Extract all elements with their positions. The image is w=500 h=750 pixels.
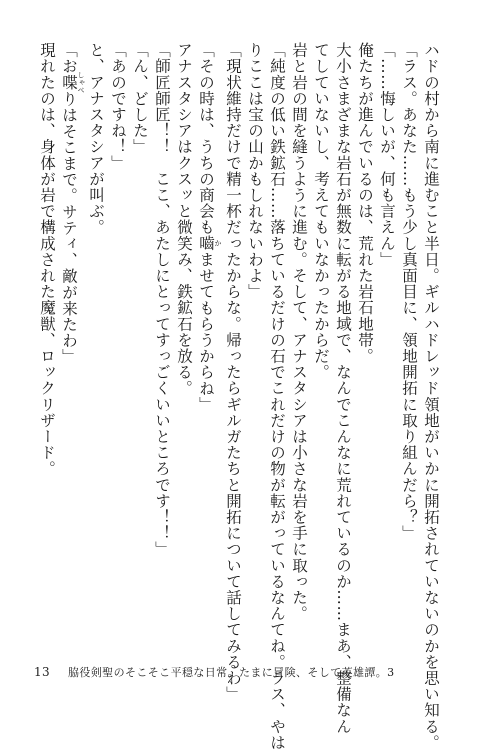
text-line: 俺たちが進んでいるのは、荒れた岩石地帯。	[356, 42, 374, 364]
text-line: 「お喋 しゃべりはそこまで。サティ、敵が来たわ」	[60, 42, 85, 365]
text-line: 「あのですね！」	[109, 42, 127, 171]
book-title: 脇役剣聖のそこそこ平穏な日常。たまに冒険、そして英雄譚。3	[67, 666, 395, 679]
text-line: りここは宝の山かもしれないわよ」	[246, 42, 264, 300]
page-number: 13	[34, 665, 51, 679]
text-line: てしていないし、考えてもいなかったからだ。	[312, 42, 330, 381]
text-line: 「師匠師匠！！ ここ、あたしにとってすっごくいいところです！！」	[153, 42, 171, 558]
text-line: 「その時は、うちの商会も嚙 かませてもらうからね」	[197, 42, 222, 413]
text-line: 「現状維持だけで精一杯だったからな。帰ったらギルガたちと開拓について話してみるわ」	[224, 42, 242, 703]
text-line: 大小さまざまな岩石が無数に転がる地域で、なんでこんなに荒れているのか……まあ、整備なん	[334, 42, 352, 735]
text-line: 「純度の低い鉄鉱石……落ちているだけの石でこれだけの物が転がっているなんてね。ラス、やは	[268, 42, 286, 750]
furigana: 喋 しゃべ	[60, 71, 85, 95]
furigana: 嚙 か	[197, 235, 222, 252]
text-line: 岩と岩の間を縫うように進む。そして、アナスタシアは小さな岩を手に取った。	[290, 42, 308, 622]
page-footer	[34, 664, 395, 680]
text-line: 現れたのは、身体が岩で構成された魔獣、ロックリザード。	[38, 42, 56, 477]
text-line: 「ラス。あなた……もう少し真面目に、領地開拓に取り組んだら？」	[400, 42, 418, 542]
text-line: 「……悔しいが、何も言えん」	[378, 42, 396, 268]
text-line: と、アナスタシアが叫ぶ。	[87, 42, 105, 236]
text-line: 「ん、どした」	[131, 42, 149, 155]
text-line: アナスタシアはクスッと微笑み、鉄鉱石を放る。	[175, 42, 193, 397]
text-line: ハドの村から南に進むこと半日。ギルハドレッド領地がいかに開拓されていないのかを思い知る。	[422, 42, 440, 750]
